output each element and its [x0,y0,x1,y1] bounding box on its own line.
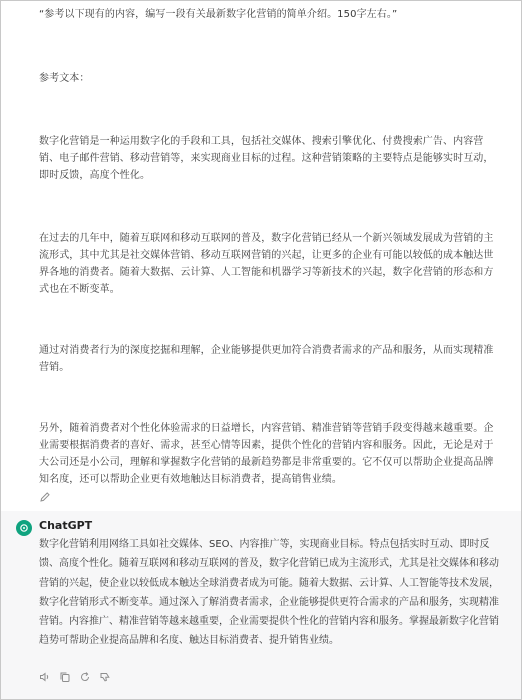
copy-icon[interactable] [59,671,71,683]
user-message-paragraph: 数字化营销是一种运用数字化的手段和工具，包括社交媒体、搜索引擎优化、付费搜索广告、内容营销、电子邮件营销、移动营销等，来实现商业目标的过程。这种营销策略的主要特点是能够实时互动，即时反馈，高度个性化。 [39,136,494,181]
edit-icon[interactable] [39,491,51,503]
user-message-paragraph: 通过对消费者行为的深度挖掘和理解，企业能够提供更加符合消费者需求的产品和服务，从而实现精准营销。 [39,345,494,373]
user-message-paragraph: “参考以下现有的内容，编写一段有关最新数字化营销的简单介绍。150字左右。” [39,9,398,20]
speaker-icon[interactable] [39,671,51,683]
assistant-response-text: 数字化营销利用网络工具如社交媒体、SEO、内容推广等，实现商业目标。特点包括实时互动、即时反馈、高度个性化。随着互联网和移动互联网的普及，数字化营销已成为主流形式，尤其是社交媒体和移动营销的兴起，使企业以较低成本触达全球消费者成为可能。随着大数据、云计算、人工智能等技术发展，数字化营销形式不断变革。通过深入了解消费者需求，企业能够提供更符合需求的产品和服务，实现精准营销。内容推广、精准营销等越来越重要，企业需要提供个性化的营销内容和服务。掌握最新数字化营销趋势可帮助企业提高品牌和名度、触达目标消费者、提升销售业绩。 [39,539,499,647]
assistant-name: ChatGPT [39,519,93,532]
assistant-message [1,511,521,699]
regenerate-icon[interactable] [79,671,91,683]
chatgpt-avatar [16,520,32,536]
thumbs-down-icon[interactable] [99,671,111,683]
user-message-paragraph: 另外，随着消费者对个性化体验需求的日益增长，内容营销、精准营销等营销手段变得越来越重要。企业需要根据消费者的喜好、需求，甚至心情等因素，提供个性化的营销内容和服务。因此，无论是对于大公司还是小公司，理解和掌握数字化营销的最新趋势都是非常重要的。它不仅可以帮助企业提高品牌知名度，还可以帮助企业更有效地触达目标消费者，提高销售业绩。 [39,423,494,485]
user-message-paragraph: 参考文本： [39,73,90,84]
user-message-paragraph: 在过去的几年中，随着互联网和移动互联网的普及，数字化营销已经从一个新兴领域发展成为营销的主流形式，其中尤其是社交媒体营销、移动互联网营销的兴起，让更多的企业有可能以较低的成本触达世界各地的消费者。随着大数据、云计算、人工智能和机器学习等新技术的兴起，数字化营销的形态和方式也在不断变革。 [39,233,494,295]
response-actions [39,671,111,683]
openai-logo-icon [19,523,29,533]
